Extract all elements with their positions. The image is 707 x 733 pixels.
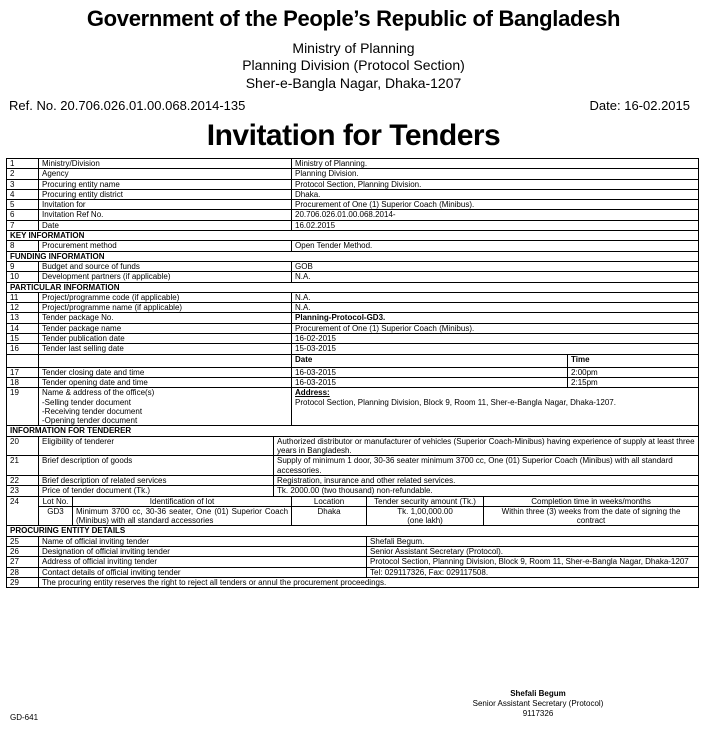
tender-table bbox=[6, 158, 699, 588]
table-row: 1 Ministry/Division Ministry of Planning. bbox=[7, 159, 699, 169]
table-row: 23 Price of tender document (Tk.) Tk. 2000.00 (two thousand) non-refundable. bbox=[7, 486, 699, 496]
section-header-funding: FUNDING INFORMATION bbox=[7, 251, 699, 261]
signatory-name: Shefali Begum bbox=[510, 689, 566, 698]
table-row: 14 Tender package name Procurement of One (1) Superior Coach (Minibus). bbox=[7, 323, 699, 333]
table-row: 21 Brief description of goods Supply of minimum 1 door, 30-36 seater minimum 3700 cc, One (01) Superior Coach (Minibus) with all standard accessories. bbox=[7, 456, 699, 476]
signatory-title: Senior Assistant Secretary (Protocol) bbox=[472, 699, 604, 708]
notice-heading: Invitation for Tenders bbox=[206, 119, 501, 152]
table-row: GD3 Minimum 3700 cc, 30-36 seater, One (01) Superior Coach (Minibus) with all standard accessories Dhaka Tk. 1,00,000.00 (one lakh) Within three (3) weeks from the date of signing the contract bbox=[7, 506, 699, 526]
division-name: Planning Division (Protocol Section) bbox=[242, 57, 465, 73]
table-row: 18 Tender opening date and time 16-03-2015 2:15pm bbox=[7, 377, 699, 387]
office-address: Sher-e-Bangla Nagar, Dhaka-1207 bbox=[245, 75, 462, 91]
table-row: 8 Procurement method Open Tender Method. bbox=[7, 241, 699, 251]
government-title: Government of the People’s Republic of Bangladesh bbox=[86, 6, 621, 31]
table-row: 15 Tender publication date 16-02-2015 bbox=[7, 334, 699, 344]
table-row: 20 Eligibility of tenderer Authorized distributor or manufacturer of vehicles (Superior Coach-Minibus) having experience of supply at least three years in Bangladesh. bbox=[7, 436, 699, 456]
table-row: 6 Invitation Ref No. 20.706.026.01.00.068.2014- bbox=[7, 210, 699, 220]
table-row: 5 Invitation for Procurement of One (1) Superior Coach (Minibus). bbox=[7, 200, 699, 210]
table-row: 13 Tender package No. Planning-Protocol-GD3. bbox=[7, 313, 699, 323]
notice-code: GD-641 bbox=[10, 713, 39, 722]
table-row: 10 Development partners (if applicable) N.A. bbox=[7, 272, 699, 282]
ministry-name: Ministry of Planning bbox=[292, 40, 415, 56]
table-row: 17 Tender closing date and time 16-03-2015 2:00pm bbox=[7, 367, 699, 377]
table-row: 22 Brief description of related services Registration, insurance and other related services. bbox=[7, 475, 699, 485]
table-row: 12 Project/programme name (if applicable) N.A. bbox=[7, 303, 699, 313]
section-header-entity: PROCURING ENTITY DETAILS bbox=[7, 526, 699, 536]
table-row: 27 Address of official inviting tender Protocol Section, Planning Division, Block 9, Room 11, Sher-e-Bangla Nagar, Dhaka-1207 bbox=[7, 557, 699, 567]
signatory-phone: 9117326 bbox=[522, 709, 554, 718]
table-row: 11 Project/programme code (if applicable) N.A. bbox=[7, 292, 699, 302]
section-header-tenderer: INFORMATION FOR TENDERER bbox=[7, 426, 699, 436]
signature-block bbox=[448, 689, 628, 719]
table-row: 26 Designation of official inviting tender Senior Assistant Secretary (Protocol). bbox=[7, 546, 699, 556]
table-row: 25 Name of official inviting tender Shefali Begum. bbox=[7, 536, 699, 546]
reference-number: Ref. No. 20.706.026.01.00.068.2014-135 bbox=[9, 98, 246, 113]
table-row: 2 Agency Planning Division. bbox=[7, 169, 699, 179]
table-row: 9 Budget and source of funds GOB bbox=[7, 261, 699, 271]
table-row: 24 Lot No. Identification of lot Location Tender security amount (Tk.) Completion time in weeks/months bbox=[7, 496, 699, 506]
table-row: 16 Tender last selling date 15-03-2015 bbox=[7, 344, 699, 354]
table-row: 3 Procuring entity name Protocol Section, Planning Division. bbox=[7, 179, 699, 189]
section-header-particular: PARTICULAR INFORMATION bbox=[7, 282, 699, 292]
table-row: 4 Procuring entity district Dhaka. bbox=[7, 189, 699, 199]
table-row: 7 Date 16.02.2015 bbox=[7, 220, 699, 230]
table-row: 29 The procuring entity reserves the right to reject all tenders or annul the procurement proceedings. bbox=[7, 577, 699, 587]
table-row: 19 Name & address of the office(s) -Selling tender document -Receiving tender document -Opening tender document Address: Protocol Section, Planning Division, Block 9, Room 11, Sher-e-Bangla Nagar, Dhaka-1207. bbox=[7, 388, 699, 426]
table-row: 28 Contact details of official inviting tender Tel: 029117326, Fax: 029117508. bbox=[7, 567, 699, 577]
table-row: Date Time bbox=[7, 354, 699, 367]
notice-date: Date: 16-02.2015 bbox=[589, 98, 690, 113]
section-header-key: KEY INFORMATION bbox=[7, 231, 699, 241]
